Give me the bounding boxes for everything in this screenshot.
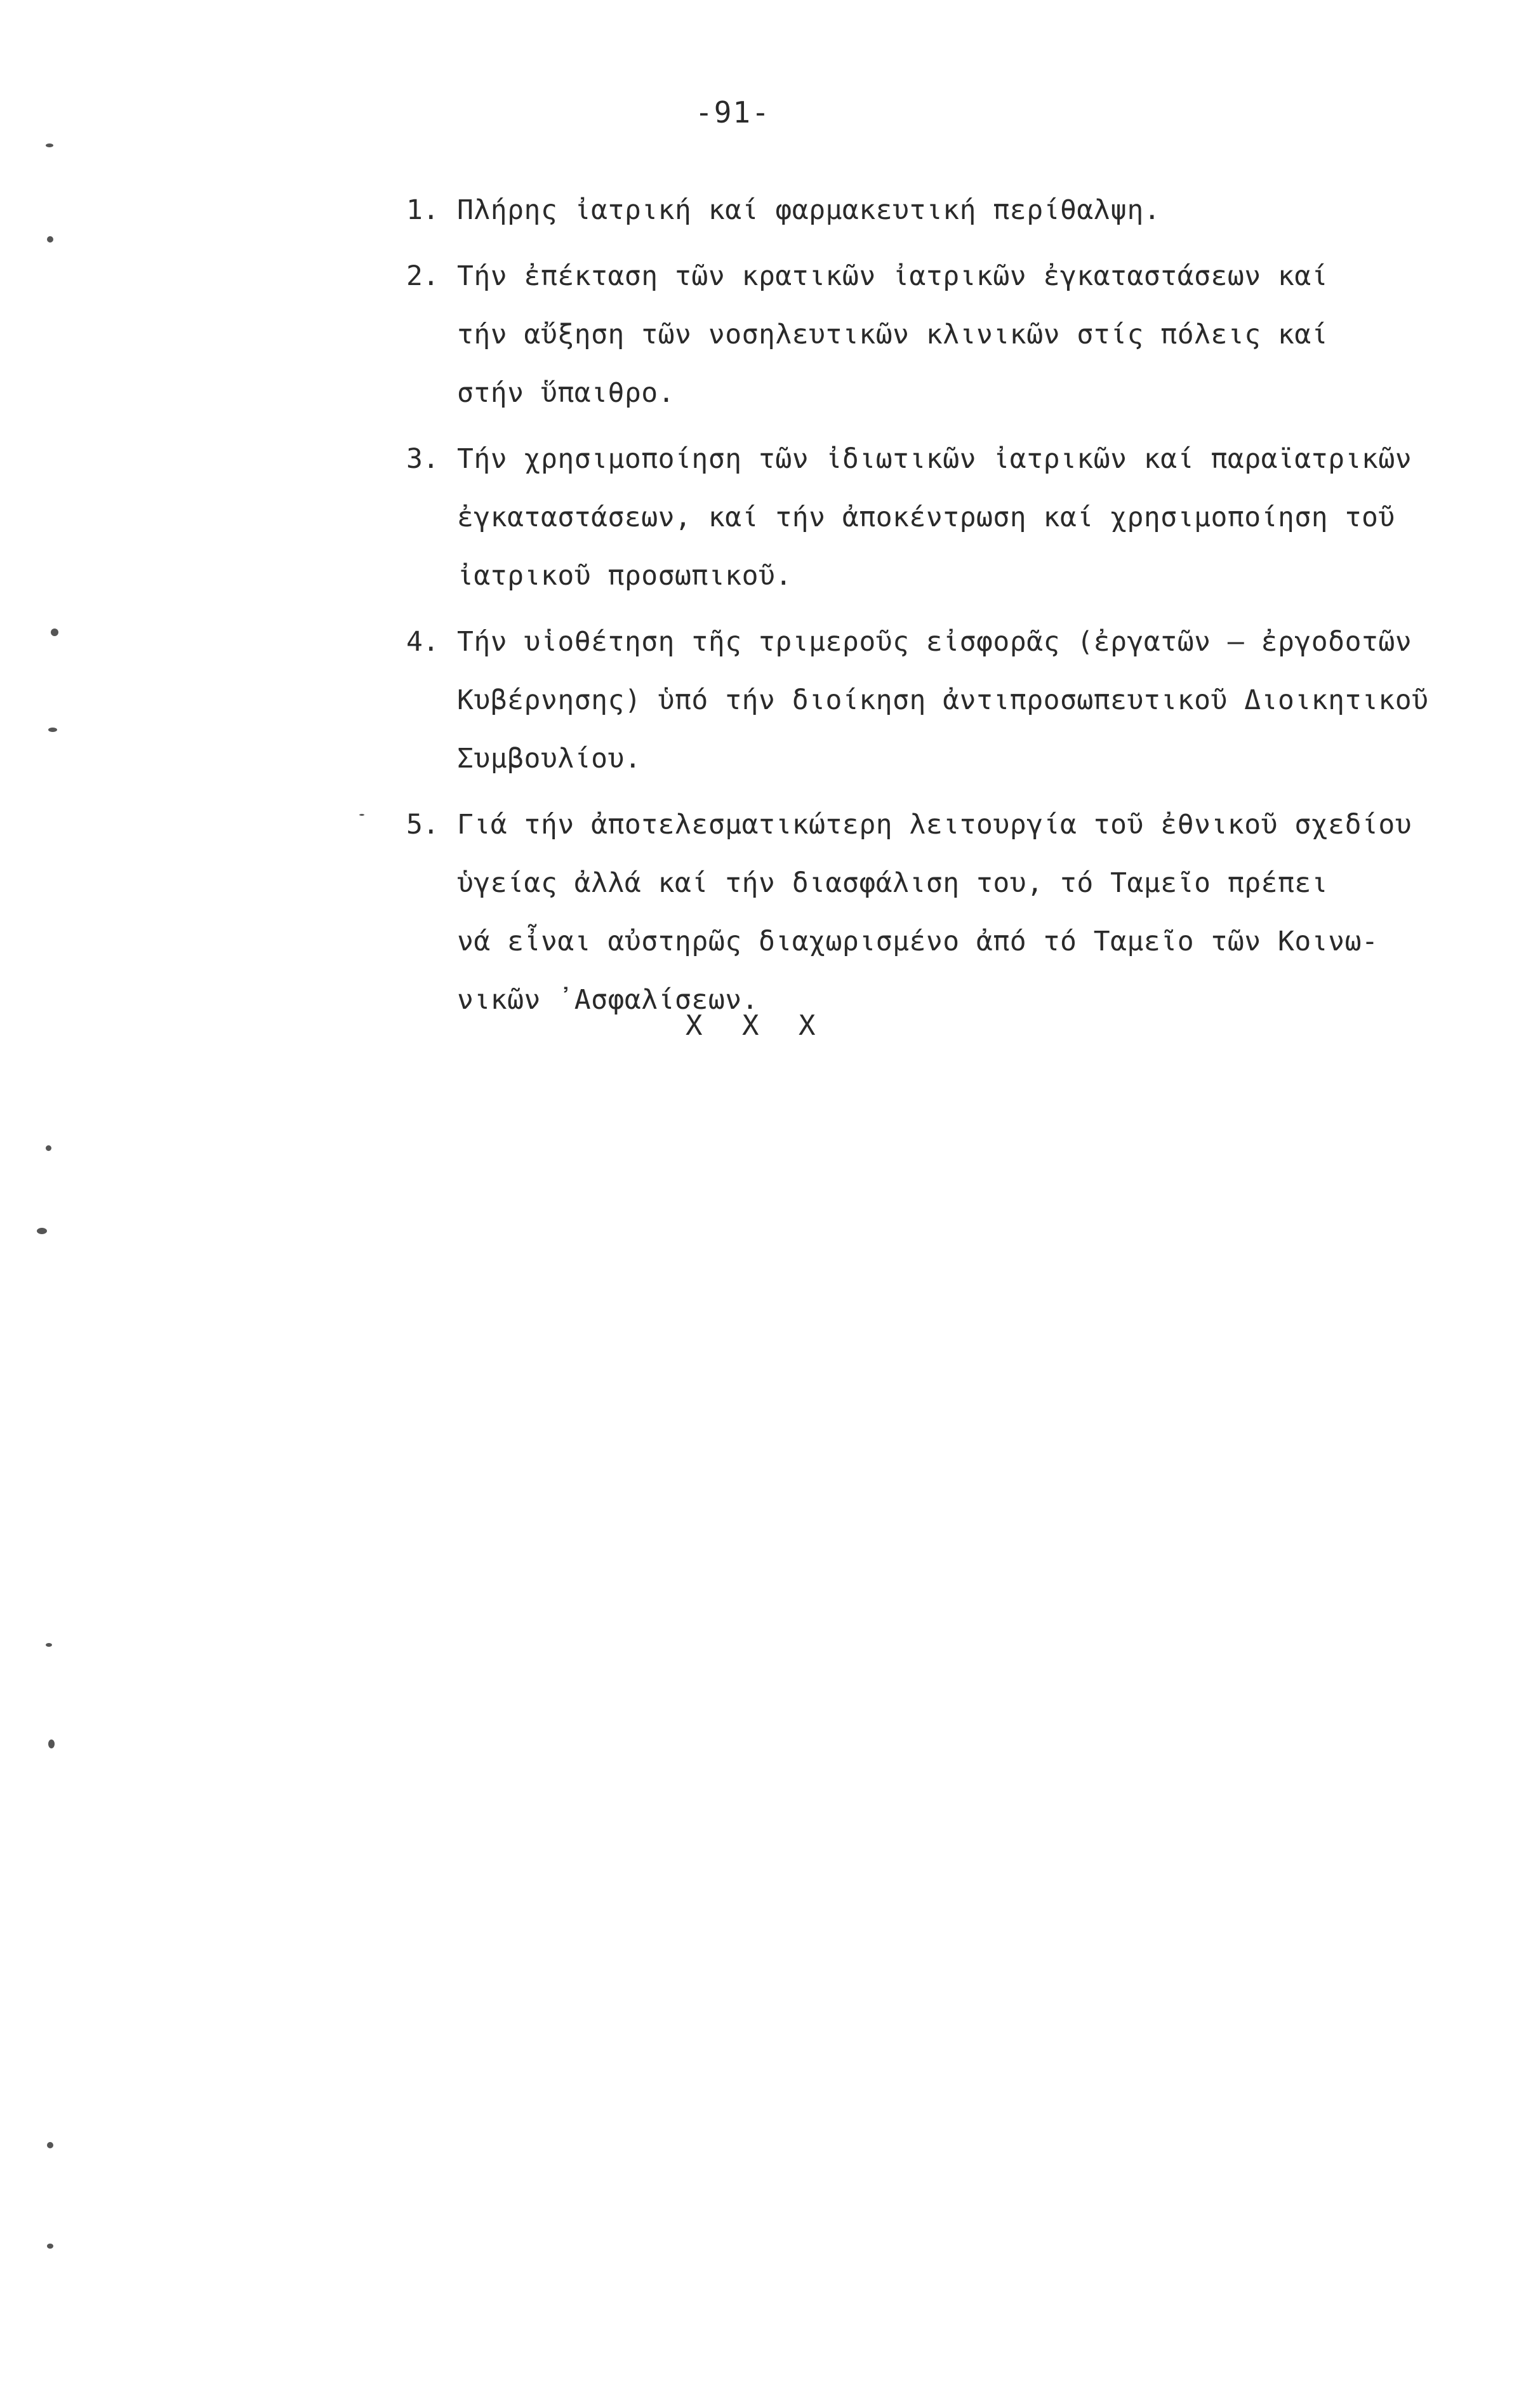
list-item-5 [406, 795, 1412, 1029]
text-line: Τήν υἱοθέτηση τῆς τριμεροῦς εἰσφορᾶς (ἐργατῶν – ἐργοδοτῶν [457, 626, 1412, 658]
text-line: Κυβέρνησης) ὑπό τήν διοίκηση ἀντιπροσωπευτικοῦ Διοικητικοῦ [457, 684, 1429, 716]
scan-speck [37, 1228, 47, 1234]
text-line: ὑγείας ἀλλά καί τήν διασφάλιση του, τό Ταμεῖο πρέπει [457, 867, 1329, 899]
list-item-number: 4. [406, 626, 439, 658]
list-item-text [457, 181, 1397, 239]
text-line: Τήν ἐπέκταση τῶν κρατικῶν ἰατρικῶν ἐγκαταστάσεων καί [457, 260, 1329, 292]
text-line: νικῶν ᾿Ασφαλίσεων. [457, 984, 759, 1016]
scan-speck [359, 814, 364, 816]
scan-speck [51, 629, 58, 636]
text-line: Γιά τήν ἀποτελεσματικώτερη λειτουργία τοῦ ἐθνικοῦ σχεδίου [457, 809, 1412, 841]
end-mark: X X X [686, 1009, 827, 1042]
text-line: ἰατρικοῦ προσωπικοῦ. [457, 560, 792, 592]
list-item-number: 1. [406, 194, 439, 226]
page-number: -91- [695, 95, 771, 130]
scan-speck [47, 2142, 53, 2148]
scan-speck [47, 2244, 53, 2249]
list-item-text [457, 613, 1429, 788]
list-item-number: 3. [406, 443, 439, 475]
text-line: νά εἶναι αὐστηρῶς διαχωρισμένο ἀπό τό Ταμεῖο τῶν Κοινω- [457, 926, 1379, 957]
list-item-1 [406, 181, 1397, 239]
list-item-2 [406, 247, 1397, 422]
numbered-list [406, 181, 1429, 1037]
text-line: Συμβουλίου. [457, 743, 642, 775]
text-line: Πλήρης ἰατρική καί φαρμακευτική περίθαλψη. [457, 194, 1161, 226]
list-item-text [457, 430, 1412, 605]
text-line: Τήν χρησιμοποίηση τῶν ἰδιωτικῶν ἰατρικῶν καί παραϊατρικῶν [457, 443, 1412, 475]
list-item-number: 2. [406, 260, 439, 292]
scan-speck [48, 728, 57, 732]
scan-speck [47, 236, 53, 243]
list-item-3 [406, 430, 1412, 605]
scan-speck [46, 1145, 51, 1151]
text-line: τήν αὔξηση τῶν νοσηλευτικῶν κλινικῶν στίς πόλεις καί [457, 319, 1329, 350]
text-line: στήν ὕπαιθρο. [457, 377, 675, 409]
scan-speck [46, 143, 53, 147]
list-item-text [457, 795, 1412, 1029]
list-item-number: 5. [406, 809, 439, 841]
text-line: ἐγκαταστάσεων, καί τήν ἀποκέντρωση καί χρησιμοποίηση τοῦ [457, 502, 1395, 533]
scan-speck [46, 1643, 52, 1647]
scan-speck [48, 1739, 55, 1748]
list-item-4 [406, 613, 1429, 788]
list-item-text [457, 247, 1397, 422]
